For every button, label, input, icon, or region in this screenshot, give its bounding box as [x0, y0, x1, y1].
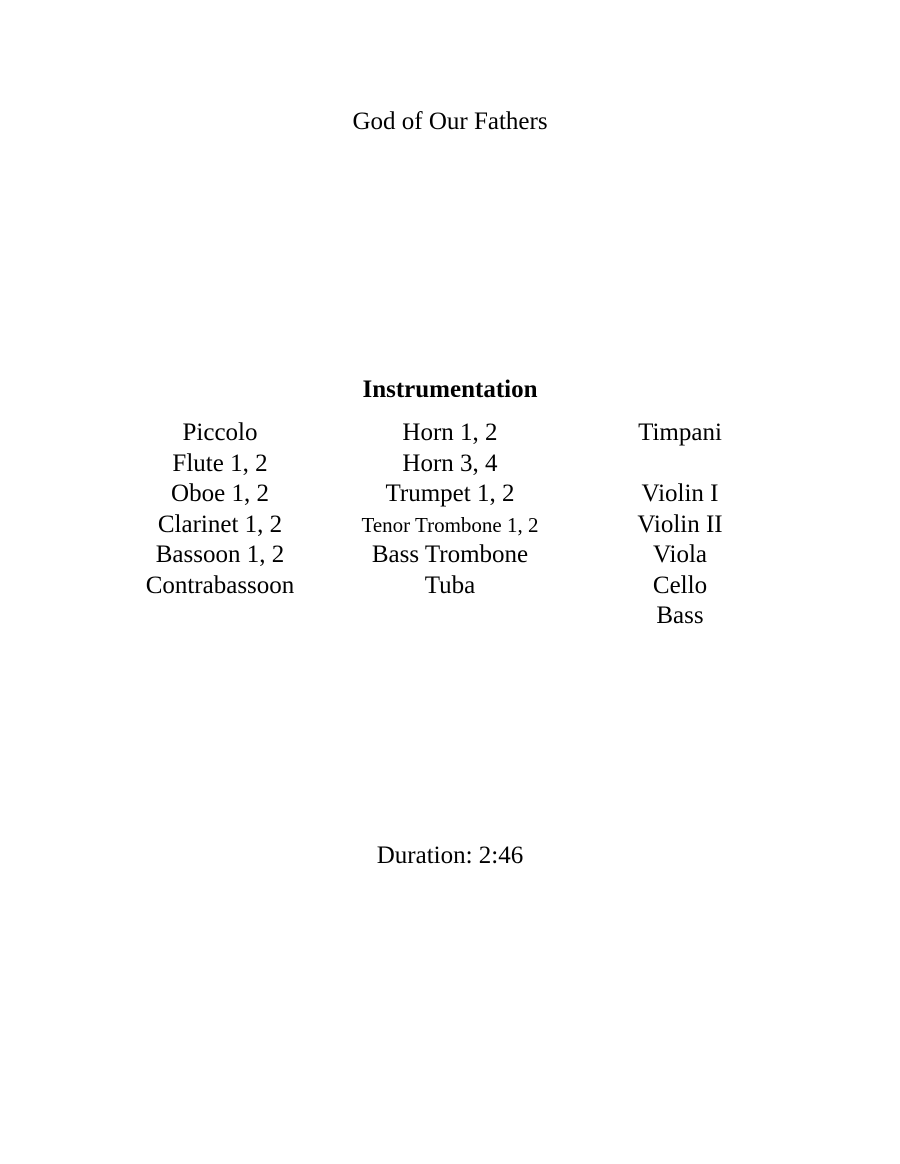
instrument-item: Trumpet 1, 2 — [385, 480, 515, 507]
instrument-item: Bass Trombone — [371, 541, 529, 568]
instrument-item: Horn 3, 4 — [402, 449, 498, 477]
page-title: God of Our Fathers — [352, 108, 548, 135]
instrument-item: Oboe 1, 2 — [171, 480, 269, 507]
instrument-item: Clarinet 1, 2 — [157, 510, 283, 538]
duration-text: Duration: 2:46 — [376, 842, 524, 869]
brass-column — [330, 418, 570, 601]
woodwinds-column — [100, 418, 340, 601]
instrument-item: Viola — [652, 541, 708, 568]
instrument-item: Cello — [652, 571, 708, 599]
instrument-item: Piccolo — [182, 419, 258, 446]
percussion-strings-column — [560, 418, 800, 632]
instrument-item: Timpani — [638, 419, 722, 446]
instrument-item: Bass — [656, 602, 704, 629]
instrument-item: Tenor Trombone 1, 2 — [361, 512, 539, 537]
instrumentation-heading: Instrumentation — [362, 376, 538, 403]
blank-row — [560, 449, 800, 480]
instrument-item: Contrabassoon — [145, 571, 295, 599]
instrument-item: Bassoon 1, 2 — [155, 541, 285, 568]
instrument-item: Violin II — [637, 510, 723, 538]
instrument-item: Horn 1, 2 — [402, 419, 498, 446]
instrument-item: Flute 1, 2 — [172, 449, 268, 477]
instrument-item: Tuba — [424, 571, 476, 599]
instrument-item: Violin I — [641, 480, 719, 507]
